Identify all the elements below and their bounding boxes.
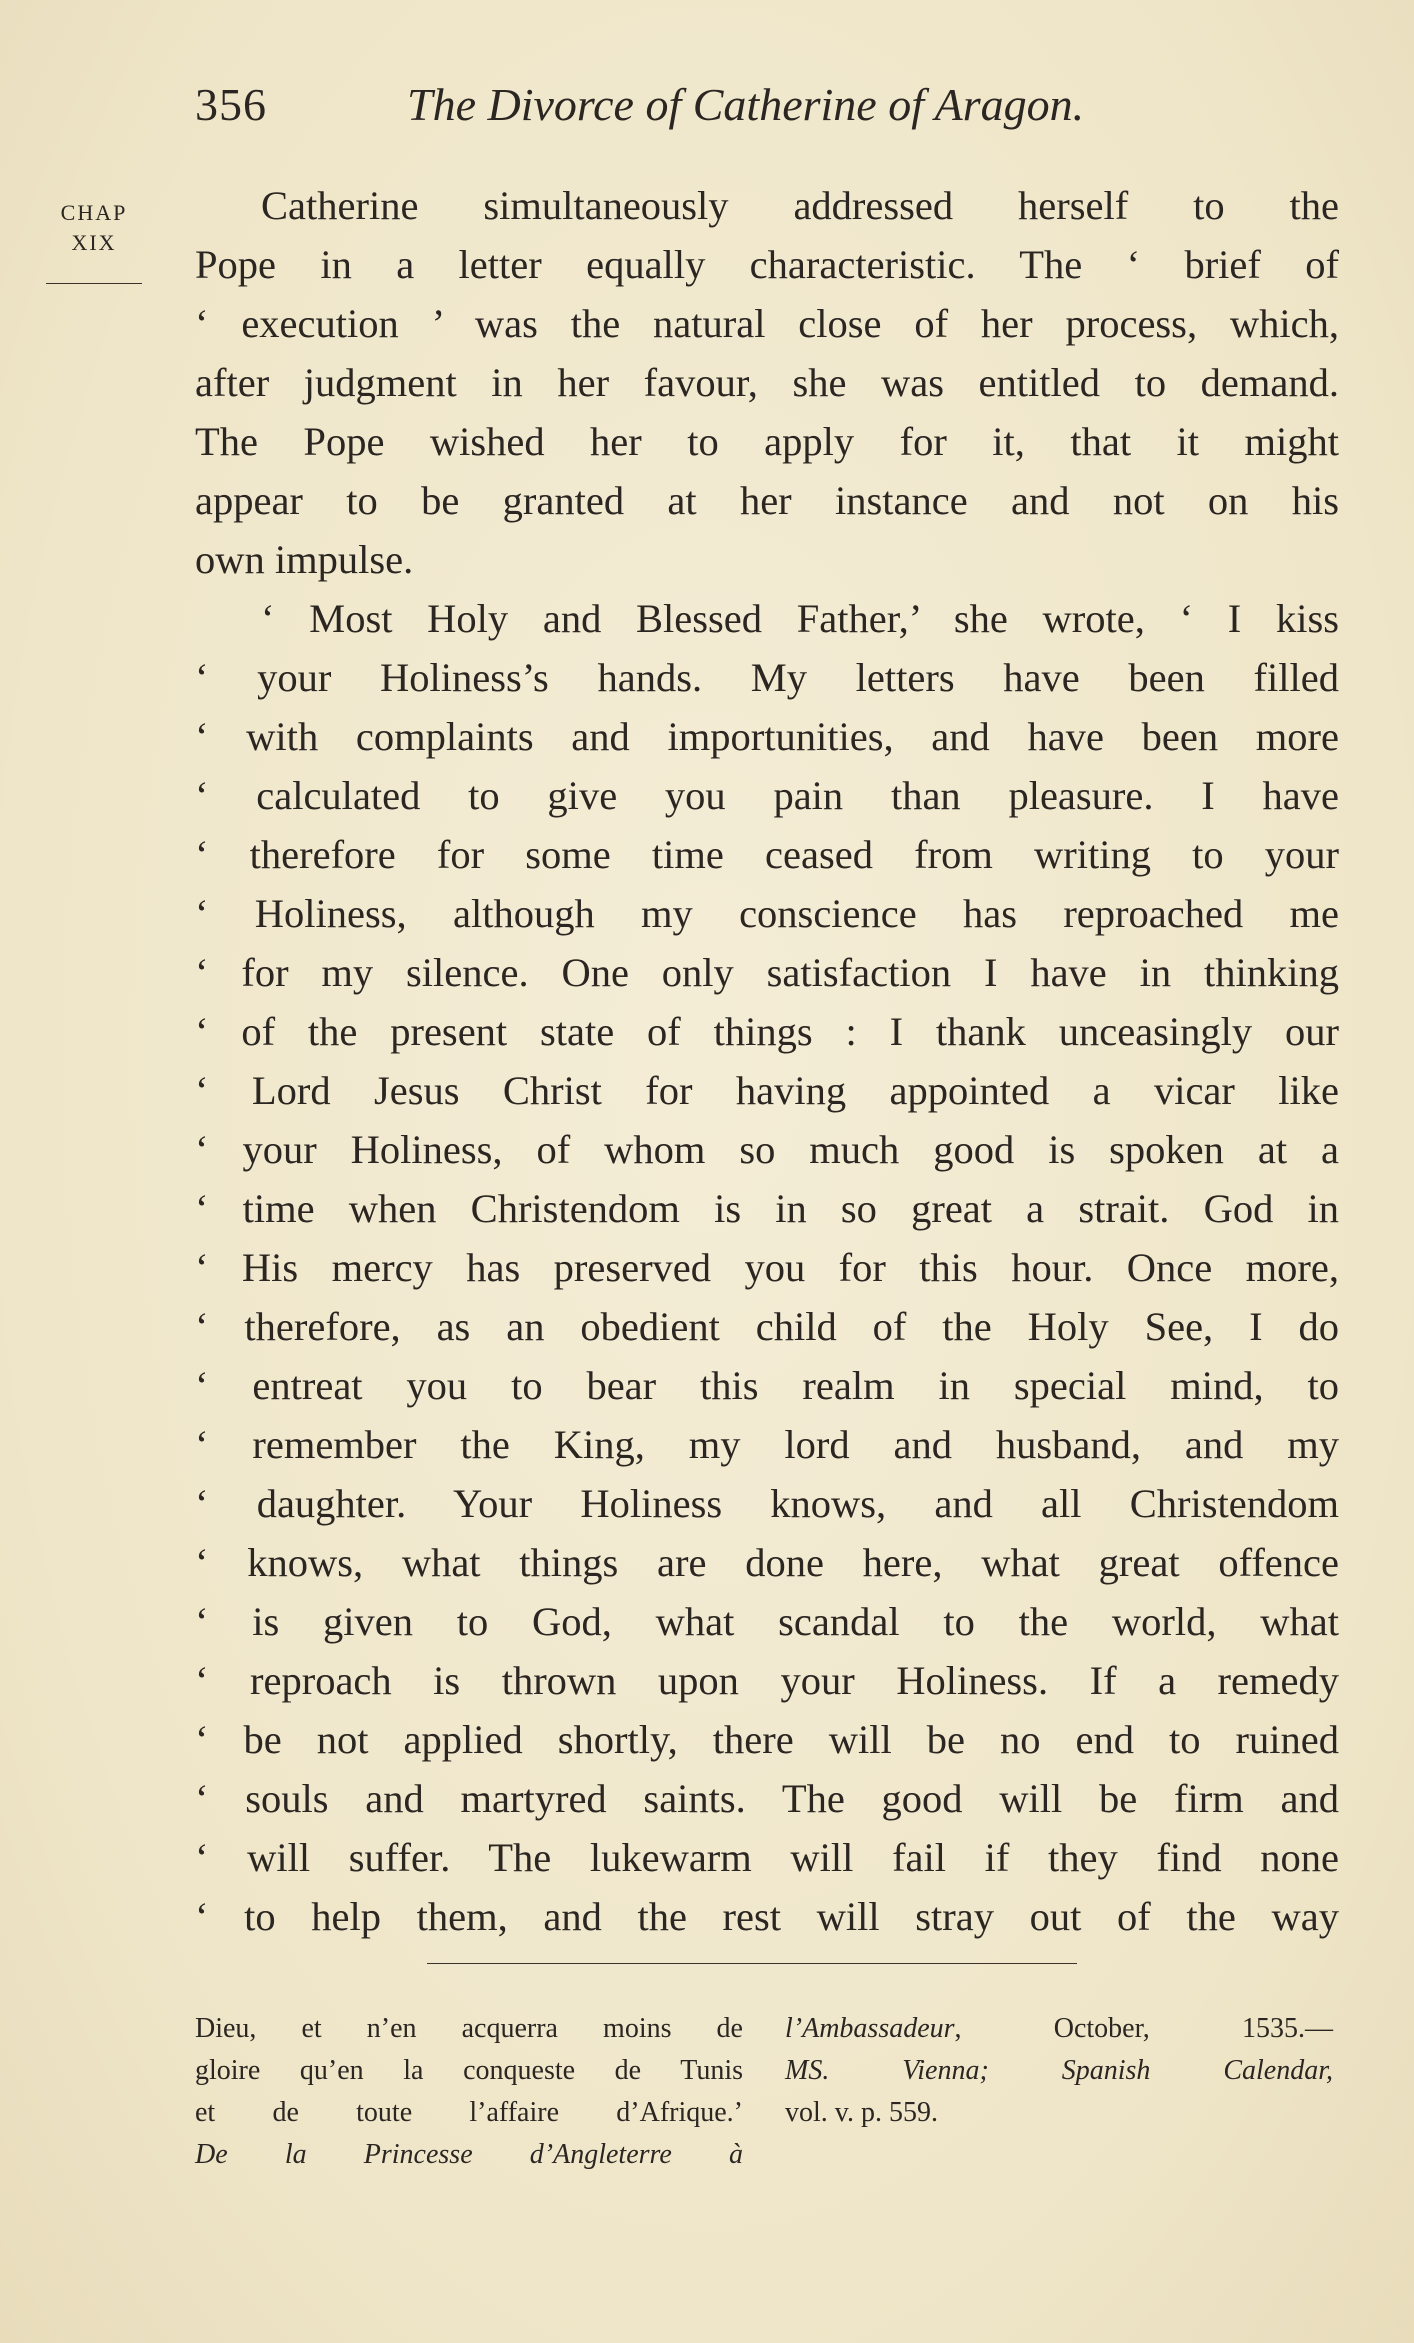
page-number: 356: [195, 79, 267, 130]
running-title: The Divorce of Catherine of Aragon.: [407, 79, 1085, 130]
body-line: The Pope wished her to apply for it, that it might: [195, 419, 1339, 464]
chapter-label: CHAP: [60, 200, 128, 225]
footnote-column-left: [195, 2008, 743, 2176]
body-line: ‘ is given to God, what scandal to the world, what: [195, 1599, 1339, 1644]
body-line: ‘ your Holiness’s hands. My letters have been filled: [195, 655, 1339, 700]
body-line: ‘ your Holiness, of whom so much good is spoken at a: [195, 1127, 1339, 1172]
footnote-column-right: [785, 2008, 1333, 2134]
body-line: ‘ calculated to give you pain than pleasure. I have: [195, 773, 1339, 818]
body-line: Catherine simultaneously addressed herself to the: [261, 183, 1339, 228]
body-line: ‘ be not applied shortly, there will be no end to ruined: [195, 1717, 1339, 1762]
body-line: ‘ Holiness, although my conscience has reproached me: [195, 891, 1339, 936]
page-header: [195, 78, 1335, 138]
chapter-margin-note: [46, 198, 142, 258]
footnote-line: et de toute l’affaire d’Afrique.’: [195, 2097, 743, 2128]
body-line: ‘ knows, what things are done here, what great offence: [195, 1540, 1339, 1585]
footnote-rule: [427, 1963, 1077, 1964]
footnote-line: gloire qu’en la conqueste de Tunis: [195, 2055, 743, 2086]
body-line: Pope in a letter equally characteristic. The ‘ brief of: [195, 242, 1339, 287]
body-line: ‘ daughter. Your Holiness knows, and all Christendom: [195, 1481, 1339, 1526]
body-line: ‘ Most Holy and Blessed Father,’ she wrote, ‘ I kiss: [261, 596, 1339, 641]
footnote-line: vol. v. p. 559.: [785, 2097, 938, 2128]
body-line: ‘ reproach is thrown upon your Holiness. If a remedy: [195, 1658, 1339, 1703]
body-line: ‘ therefore for some time ceased from writing to your: [195, 832, 1339, 877]
body-line: ‘ for my silence. One only satisfaction I have in thinking: [195, 950, 1339, 995]
body-line: ‘ therefore, as an obedient child of the Holy See, I do: [195, 1304, 1339, 1349]
footnote-source-title: l’Ambassadeur: [785, 2013, 955, 2044]
body-line: ‘ of the present state of things : I thank unceasingly our: [195, 1009, 1339, 1054]
body-text: [195, 176, 1339, 1946]
footnote-date: , October, 1535.—: [954, 2013, 1333, 2044]
body-line: ‘ souls and martyred saints. The good will be firm and: [195, 1776, 1339, 1821]
footnote-line: Dieu, et n’en acquerra moins de: [195, 2013, 743, 2044]
body-line: after judgment in her favour, she was entitled to demand.: [195, 360, 1339, 405]
body-line: ‘ Lord Jesus Christ for having appointed a vicar like: [195, 1068, 1339, 1113]
margin-note-rule: [46, 283, 142, 284]
body-line: own impulse.: [195, 537, 414, 582]
chapter-number: XIX: [71, 230, 117, 255]
footnote-line: De la Princesse d’Angleterre à: [195, 2139, 743, 2170]
body-line: ‘ entreat you to bear this realm in special mind, to: [195, 1363, 1339, 1408]
body-line: ‘ execution ’ was the natural close of her process, which,: [195, 301, 1339, 346]
footnote-line: [785, 2008, 1333, 2050]
footnote-line: MS. Vienna; Spanish Calendar,: [785, 2055, 1333, 2086]
body-line: ‘ His mercy has preserved you for this hour. Once more,: [195, 1245, 1339, 1290]
body-line: ‘ remember the King, my lord and husband, and my: [195, 1422, 1339, 1467]
body-line: ‘ time when Christendom is in so great a strait. God in: [195, 1186, 1339, 1231]
body-line: ‘ to help them, and the rest will stray out of the way: [195, 1894, 1339, 1939]
body-line: appear to be granted at her instance and not on his: [195, 478, 1339, 523]
body-line: ‘ will suffer. The lukewarm will fail if they find none: [195, 1835, 1339, 1880]
body-line: ‘ with complaints and importunities, and have been more: [195, 714, 1339, 759]
